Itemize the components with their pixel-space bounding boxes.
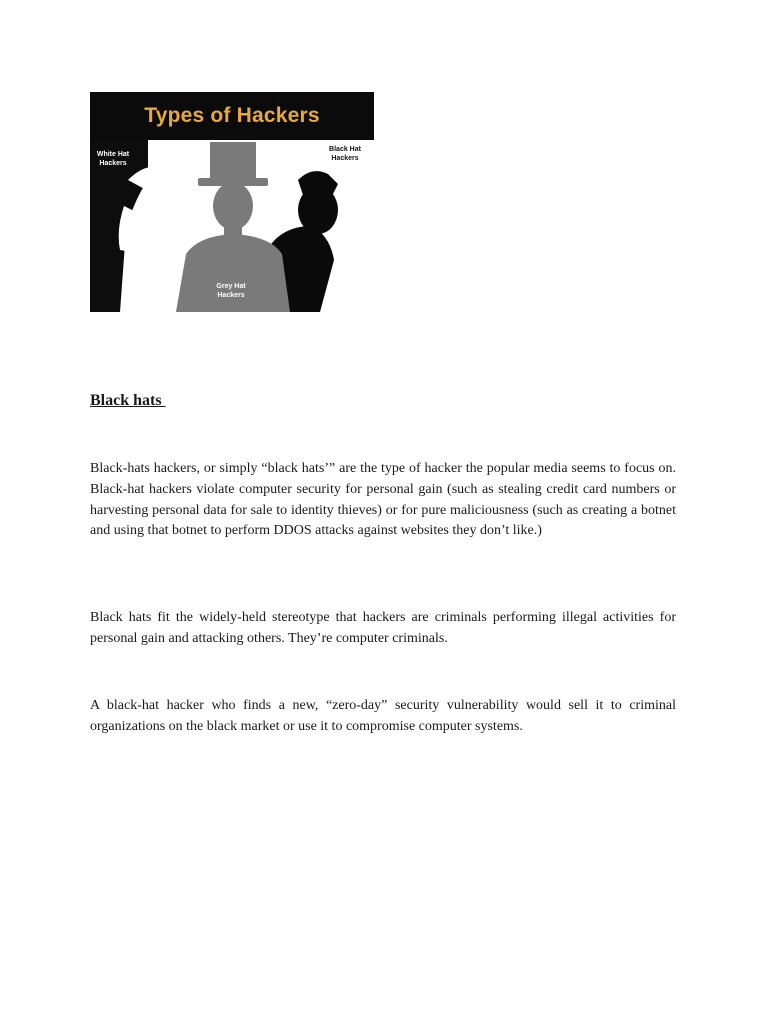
paragraph: Black-hats hackers, or simply “black hats’” are the type of hacker the popular media seems to focus on. Black-hat hackers violate computer security for personal gain (such as stealing credit card numbers or harvesting personal data for sale to identity thieves) or for pure maliciousness (such as creating a botnet and using that botnet to perform DDOS attacks against websites they don’t like.) — [90, 461, 676, 539]
paragraph: Black hats fit the widely-held stereotype that hackers are criminals performing illegal activities for personal gain and attacking others. They’re computer criminals. — [90, 610, 676, 646]
white-hat-label: White Hat Hackers — [96, 151, 130, 167]
figure-title: Types of Hackers — [144, 104, 320, 127]
section-heading: Black hats — [90, 392, 166, 409]
black-hat-label: Black Hat Hackers — [329, 146, 361, 162]
types-of-hackers-figure — [90, 92, 374, 312]
figure-banner — [90, 92, 374, 140]
paragraph: A black-hat hacker who finds a new, “zero-day” security vulnerability would sell it to criminal organizations on the black market or use it to compromise computer systems. — [90, 698, 676, 734]
grey-hat-label: Grey Hat Hackers — [216, 283, 246, 299]
